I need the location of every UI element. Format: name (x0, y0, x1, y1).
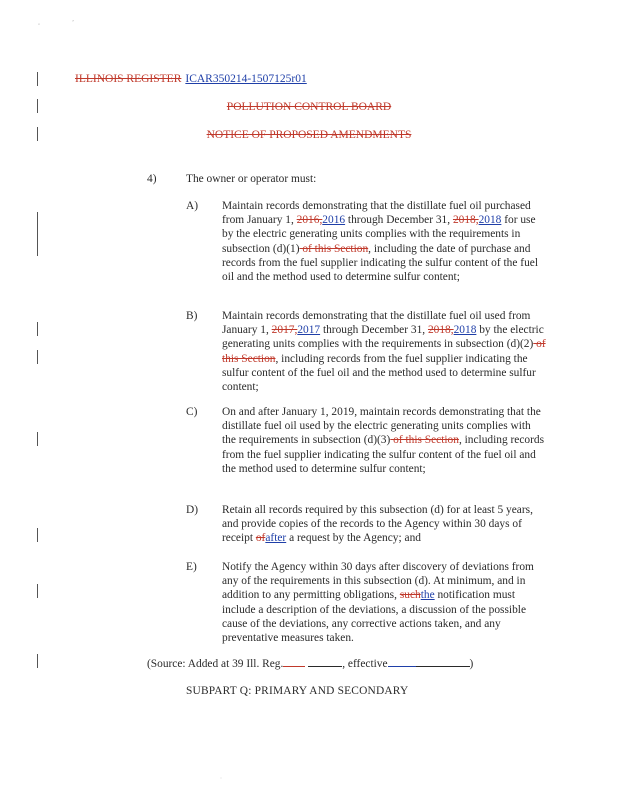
item-letter: D) (186, 504, 199, 516)
item-body (222, 309, 546, 394)
inserted-text: after (265, 532, 287, 545)
item-text: , including records from the fuel supplier indicating the sulfur content of the fuel oil and the method used to determine sulfur content; (222, 434, 545, 475)
board-header (0, 100, 618, 114)
item-text: Maintain records demonstrating that the distillate fuel oil used from January 1, (222, 310, 531, 337)
item-text: , including records from the fuel supplier indicating the sulfur content of the fuel oil and the method used to determine sulfur content; (222, 352, 536, 394)
item-text: through December 31, (320, 324, 428, 337)
deleted-text: such (399, 589, 421, 602)
item-text: Retain all records required by this subsection (d) for at least 5 years, and provide copies of the records to the Agency within 30 days of receipt (222, 504, 533, 545)
change-bar (37, 212, 38, 256)
deleted-text: of (255, 532, 266, 545)
item-letter: C) (186, 406, 198, 418)
deleted-text: of this Section (390, 434, 459, 447)
change-bar (37, 528, 38, 542)
subpart-heading: SUBPART Q: PRIMARY AND SECONDARY (186, 685, 409, 697)
section-intro (147, 172, 316, 186)
item-text: , including the date of purchase and records from the fuel supplier indicating the sulfur content of the fuel oil and the method used to determine sulfur content; (222, 242, 538, 284)
inserted-text: 2016 (322, 214, 346, 227)
deleted-text: 2017, (271, 324, 298, 337)
change-bar (37, 72, 38, 86)
inserted-text: the (420, 589, 435, 602)
effective-blank-inserted (388, 656, 416, 667)
register-blank-inserted (283, 656, 305, 667)
register-deleted: ILLINOIS REGISTER (75, 73, 182, 85)
item-letter: A) (186, 200, 199, 212)
item-body (222, 405, 546, 476)
change-bar (37, 322, 38, 336)
source-prefix: (Source: Added at 39 Ill. Reg. (147, 658, 284, 670)
change-bar (37, 350, 38, 364)
section-number: 4) (147, 173, 157, 185)
notice-header (0, 128, 618, 142)
notice-title: NOTICE OF PROPOSED AMENDMENTS (206, 129, 412, 141)
item-body (222, 560, 546, 645)
deleted-text: of this Section (222, 338, 546, 365)
section-intro-text: The owner or operator must: (186, 173, 317, 185)
source-suffix: ) (469, 658, 474, 670)
register-inserted: ICAR350214-1507125r01 (185, 73, 307, 85)
board-title: POLLUTION CONTROL BOARD (226, 101, 392, 113)
source-middle: , effective (342, 658, 388, 670)
item-text: by the electric generating units complies with the requirements in subsection (d)(2) (222, 324, 544, 351)
change-bar (37, 654, 38, 668)
effective-blank (416, 656, 470, 667)
deleted-text: 2018, (452, 214, 479, 227)
deleted-text: 2018, (427, 324, 454, 337)
change-bar (37, 584, 38, 598)
item-text: for use by the electric generating units complies with the requirements in subsection (d)(1) (222, 214, 536, 255)
register-blank (308, 656, 342, 667)
register-header (75, 72, 307, 86)
item-letter: B) (186, 310, 198, 322)
item-letter: E) (186, 561, 197, 573)
deleted-text: 2016, (296, 214, 323, 227)
item-text: Maintain records demonstrating that the distillate fuel oil purchased from January 1, (222, 200, 531, 227)
item-text: On and after January 1, 2019, maintain records demonstrating that the distillate fuel oil used by the electric generating units complies with the requirements in subsection (d)(3) (222, 406, 541, 447)
item-body (222, 503, 546, 546)
item-text: through December 31, (345, 214, 453, 227)
item-body (222, 199, 546, 284)
source-note (147, 656, 473, 670)
document-page: ◦ ʼ ˈ ILLINOIS REGISTER ICAR350214-1507125r01 POLLUTION CONTROL BOARD NOTICE OF PROPOSED AMENDMENTS 4) The owner or operator must: A) Maintain records demonstrating that the distillate fuel oil purchased from January 1, 2016,2016 through December 31, 2018,2018 for use by the electric generating units complies with the requirements in subsection (d)(1) of this Section, including the date of purchase and records from the fuel supplier indicating the sulfur content of the fuel oil and the method used to determine sulfur content; B) Maintain records demonstrating that the distillate fuel oil used from January 1, 2017,2017 through December 31, 2018,2018 by the electric generating units complies with the requirements in subsection (d)(2) of this Section, including records from the fuel supplier indicating the sulfur content of the fuel oil and the method used to determine sulfur content; C) On and after January 1, 2019, maintain records demonstrating that the distillate fuel oil used by the electric generating units complies with the requirements in subsection (d)(3) of this Section, including records from the fuel supplier indicating the sulfur content of the fuel oil and the method used to determine sulfur content; D) Retain all records required by this subsection (d) for at least 5 years, and provide copies of the records to the Agency within 30 days of receipt ofafter a request by the Agency; and E) Notify the Agency within 30 days after discovery of deviations from any of the requirements in this subsection (d). At minimum, and in addition to any permitting obligations, suchthe notification must include a description of the deviations, a discussion of the possible cause of the deviations, any corrective actions taken, and any preventative measures taken. (Source: Added at 39 Ill. Reg. , effective ) SUBPART Q: PRIMARY AND SECONDARY (0, 0, 618, 800)
inserted-text: 2018 (478, 214, 502, 227)
change-bar (37, 432, 38, 446)
item-text: a request by the Agency; and (286, 532, 421, 545)
deleted-text: of this Section (299, 242, 369, 255)
inserted-text: 2018 (453, 324, 477, 337)
inserted-text: 2017 (297, 324, 321, 337)
item-text: Notify the Agency within 30 days after discovery of deviations from any of the requirements in this subsection (d). At minimum, and in addition to any permitting obligations, (222, 561, 534, 602)
item-text: notification must include a description of the deviations, a discussion of the possible cause of the deviations, any corrective actions taken, and any preventative measures taken. (222, 589, 527, 645)
